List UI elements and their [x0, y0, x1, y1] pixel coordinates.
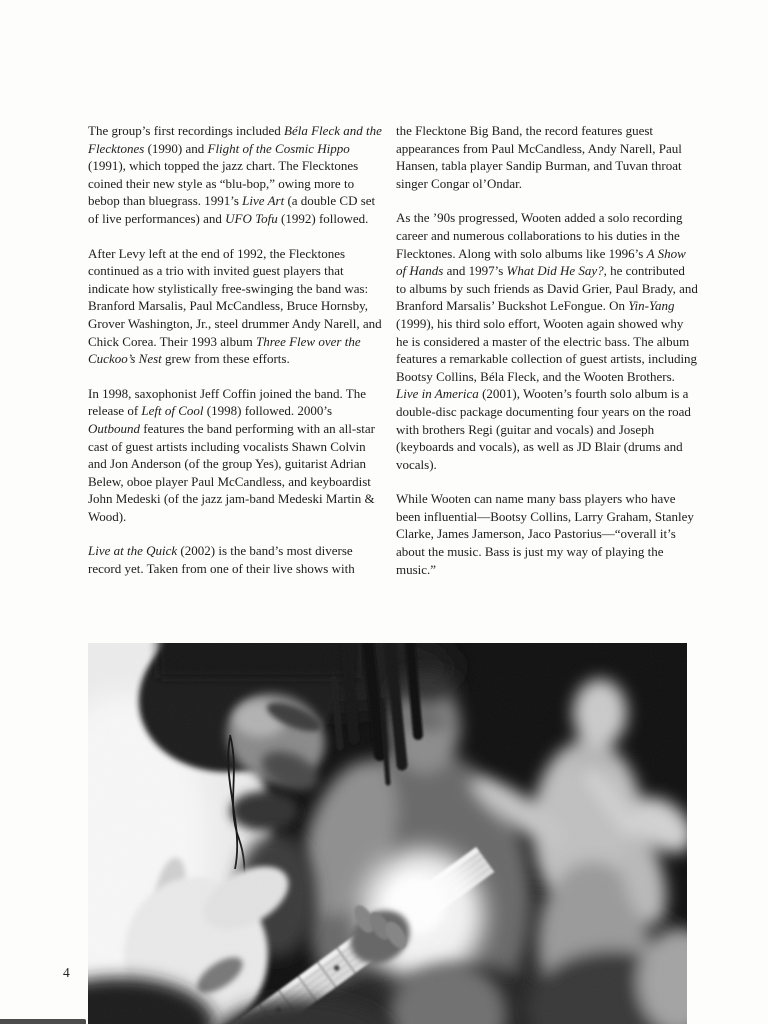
band-photo-canvas: [88, 643, 687, 1024]
album-title-italic: Flight of the Cosmic Hippo: [207, 140, 350, 156]
text-run: (2001), Wooten’s fourth solo album is a double-disc package documenting four years on the road with brothers Regi (guitar and vocals) and Joseph (keyboards and vocals), as well as JD Blair (drums and vocals).: [396, 386, 691, 472]
text-run: The group’s first recordings included: [88, 123, 285, 138]
text-run: After Levy left at the end of 1992, the Flecktones continued as a trio with invited guest players that indicate how stylistically free-swinging the band was: Branford Marsalis, Paul McCandless, Bruce Hornsby, Grover Washington, Jr., steel drummer Andy Narell, and Chick Corea. Their 1993 album: [88, 245, 382, 349]
text-run: and 1997’s: [443, 263, 507, 279]
film-grain-overlay: [88, 643, 687, 1024]
paragraph: [88, 542, 382, 577]
album-title-italic: Yin-Yang: [628, 298, 675, 314]
album-title-italic: A Show of Hands: [396, 245, 686, 279]
paragraph: [88, 385, 382, 526]
article-text: [88, 122, 698, 595]
text-run: (1999), his third solo effort, Wooten again showed why he is considered a master of the electric bass. The album features a remarkable collection of guest artists, including Bootsy Collins, Béla Fleck, and the Wooten Brothers.: [396, 315, 698, 384]
album-title-italic: UFO Tofu: [225, 210, 278, 226]
paragraph: [88, 122, 382, 228]
text-run: (1990) and: [144, 140, 208, 156]
page-number: 4: [63, 965, 70, 980]
paragraph: [396, 122, 698, 192]
album-title-italic: Live in America: [396, 386, 479, 402]
paragraph: [396, 490, 698, 578]
text-run: While Wooten can name many bass players who have been influential—Bootsy Collins, Larry Graham, Stanley Clarke, James Jamerson, Jaco Pastorius—“overall it’s about the music. Bass is just my way of playing the music.”: [396, 491, 694, 577]
album-title-italic: Live Art: [242, 193, 285, 209]
text-run: (1991), which topped the jazz chart. The Flecktones coined their new style as “blu-bop,” owing more to bebop than bluegrass. 1991’s: [88, 158, 359, 209]
text-run: (1992) followed.: [277, 210, 369, 226]
album-title-italic: Three Flew over the Cuckoo’s Nest: [88, 333, 361, 367]
text-column-right: [396, 122, 698, 595]
band-photo: [88, 643, 687, 1024]
text-run: grew from these efforts.: [161, 351, 290, 367]
album-title-italic: Béla Fleck and the Flecktones: [88, 123, 382, 156]
album-title-italic: Outbound: [88, 420, 140, 436]
text-run: (1998) followed. 2000’s: [203, 403, 333, 419]
text-column-left: [88, 122, 382, 595]
scan-edge-artifact: [0, 1019, 86, 1024]
text-run: (2002) is the band’s most diverse record yet. Taken from one of their live shows with: [88, 543, 355, 577]
album-title-italic: What Did He Say?: [506, 263, 604, 279]
album-title-italic: Live at the Quick: [88, 543, 178, 559]
text-run: , he contributed to albums by such friends as David Grier, Paul Brady, and Branford Marsalis’ Buckshot LeFongue. On: [396, 263, 698, 314]
album-title-italic: Left of Cool: [141, 403, 204, 419]
text-run: As the ’90s progressed, Wooten added a solo recording career and numerous collaborations to his duties in the Flecktones. Along with solo albums like 1996’s: [396, 210, 683, 261]
paragraph: [88, 245, 382, 368]
paragraph: [396, 209, 698, 473]
text-run: In 1998, saxophonist Jeff Coffin joined the band. The release of: [88, 385, 367, 419]
text-run: (a double CD set of live performances) and: [88, 193, 376, 226]
text-run: the Flecktone Big Band, the record features guest appearances from Paul McCandless, Andy Narell, Paul Hansen, tabla player Sandip Burman, and Tuvan throat singer Congar ol’Ondar.: [396, 123, 682, 191]
text-run: features the band performing with an all-star cast of guest artists including vocalists Shawn Colvin and Jon Anderson (of the group Yes), guitarist Adrian Belew, oboe player Paul McCandless, and keyboardist John Medeski (of the jazz jam-band Medeski Martin & Wood).: [88, 420, 375, 524]
